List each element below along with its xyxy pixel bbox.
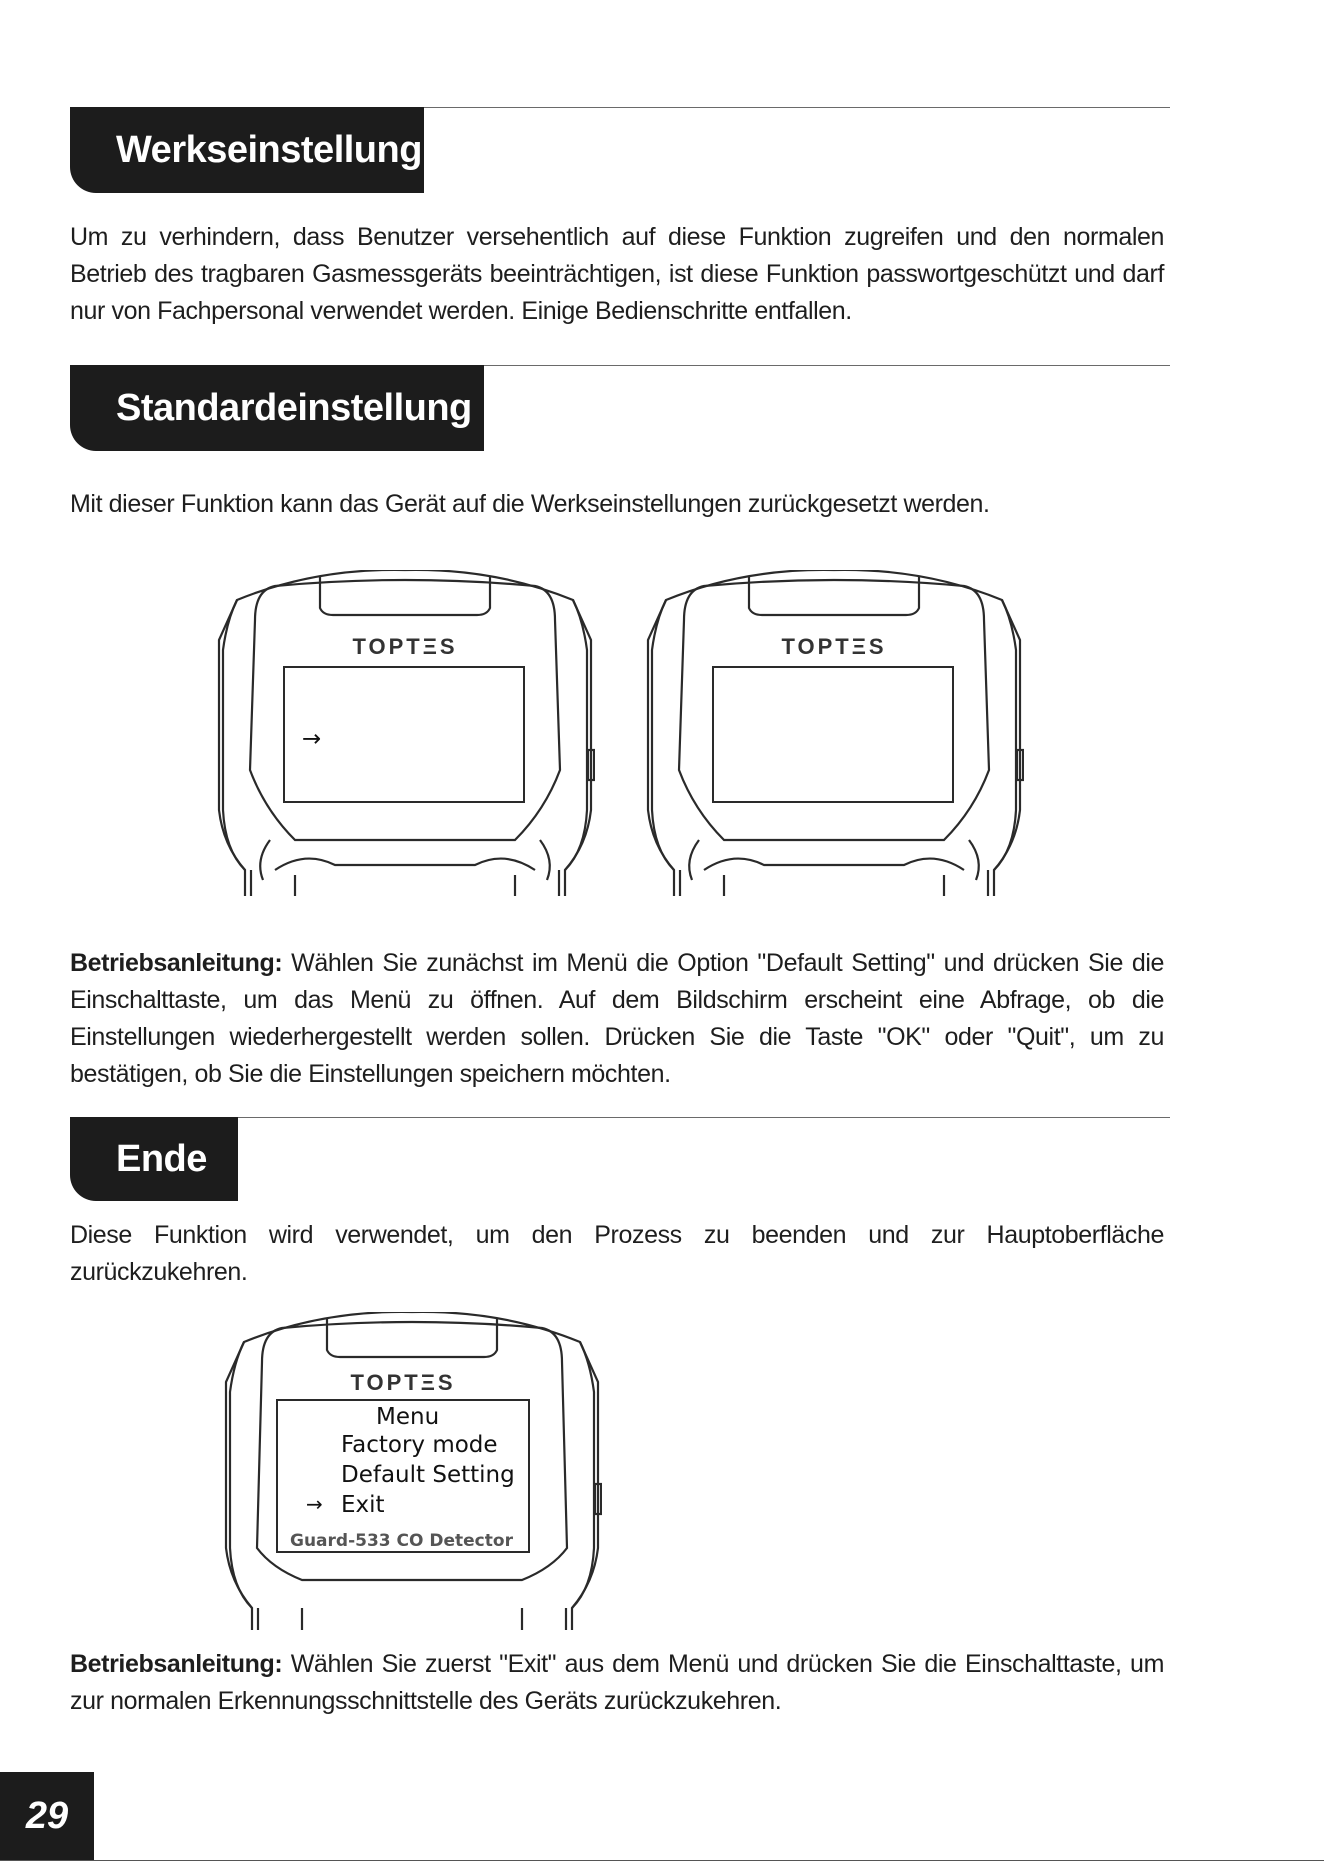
section-heading-werkseinstellung (70, 107, 424, 193)
instruction-text: Wählen Sie zuerst "Exit" aus dem Menü und drücken Sie die Einschalttaste, um zur normalen Erkennungsschnittstelle des Geräts zurückzukehren. (70, 1650, 1164, 1715)
instruction-text: Wählen Sie zunächst im Menü die Option "Default Setting" und drücken Sie die Einschalttaste, um das Menü zu öffnen. Auf dem Bildschirm erscheint eine Abfrage, ob die Einstellungen wiederhergestellt werden sollen. Drücken Sie die Taste "OK" oder "Quit", um zu bestätigen, ob Sie die Einstellungen speichern möchten. (70, 949, 1164, 1088)
brand-logo: TOPTΞS (350, 1370, 456, 1395)
device-illustration-2 (644, 570, 1024, 896)
device-model-label: Guard-533 CO Detector (290, 1531, 513, 1551)
menu-item-exit: Exit (341, 1492, 385, 1518)
section-title: Standardeinstellung (116, 386, 472, 429)
instruction-paragraph (70, 945, 1164, 1093)
page-number-label: 29 (25, 1794, 69, 1837)
section-body: Diese Funktion wird verwendet, um den Prozess zu beenden und zur Hauptoberfläche zurückzukehren. (70, 1221, 1164, 1286)
device-illustration-menu (222, 1312, 602, 1630)
menu-title: Menu (376, 1404, 440, 1430)
instruction-label: Betriebsanleitung: (70, 1650, 283, 1678)
section-body: Um zu verhindern, dass Benutzer versehentlich auf diese Funktion zugreifen und den normalen Betrieb des tragbaren Gasmessgeräts beeinträchtigen, ist diese Funktion passwortgeschützt und darf nur von Fachpersonal verwendet werden. Einige Bedienschritte entfallen. (70, 223, 1164, 325)
menu-item-factory-mode: Factory mode (341, 1432, 498, 1458)
device-outline (215, 570, 595, 896)
device-outline (644, 570, 1024, 896)
footer-rule (0, 1860, 1324, 1861)
instruction-label: Betriebsanleitung: (70, 949, 283, 977)
brand-logo: TOPTΞS (352, 634, 458, 659)
page-number (0, 1772, 94, 1860)
section-body: Mit dieser Funktion kann das Gerät auf die Werkseinstellungen zurückgesetzt werden. (70, 490, 990, 518)
selection-arrow-icon: → (302, 726, 322, 752)
section-heading-ende (70, 1117, 238, 1201)
menu-item-default-setting: Default Setting (341, 1462, 515, 1488)
section-title: Ende (116, 1137, 207, 1180)
section-heading-standardeinstellung (70, 365, 484, 451)
instruction-paragraph (70, 1646, 1164, 1720)
brand-logo: TOPTΞS (781, 634, 887, 659)
device-illustration-1 (215, 570, 595, 896)
section-title: Werkseinstellung (116, 128, 422, 171)
selection-arrow-icon: → (306, 1492, 323, 1516)
